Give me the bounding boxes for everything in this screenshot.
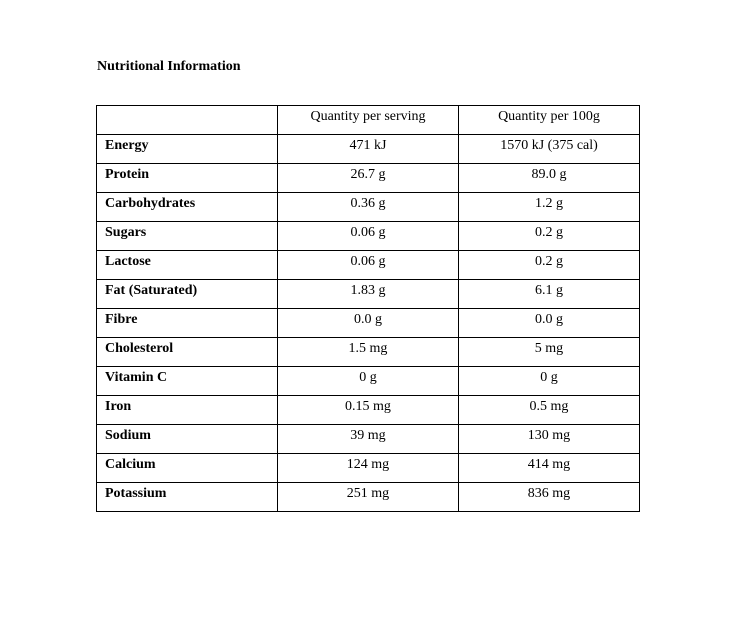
table-row <box>97 222 640 251</box>
nutrient-name: Iron <box>97 396 278 425</box>
nutrition-table <box>96 105 640 512</box>
per-100g-value: 130 mg <box>459 425 640 454</box>
per-100g-value: 6.1 g <box>459 280 640 309</box>
table-row <box>97 135 640 164</box>
per-serving-value: 0.06 g <box>278 222 459 251</box>
header-cell-per-serving: Quantity per serving <box>278 106 459 135</box>
table-row <box>97 396 640 425</box>
per-100g-value: 0.5 mg <box>459 396 640 425</box>
per-serving-value: 39 mg <box>278 425 459 454</box>
per-100g-value: 0.0 g <box>459 309 640 338</box>
per-100g-value: 1.2 g <box>459 193 640 222</box>
per-serving-value: 0.15 mg <box>278 396 459 425</box>
per-100g-value: 5 mg <box>459 338 640 367</box>
table-row <box>97 164 640 193</box>
per-100g-value: 836 mg <box>459 483 640 512</box>
table-row <box>97 454 640 483</box>
per-100g-value: 0.2 g <box>459 222 640 251</box>
per-serving-value: 124 mg <box>278 454 459 483</box>
per-serving-value: 0.0 g <box>278 309 459 338</box>
table-row <box>97 338 640 367</box>
per-100g-value: 1570 kJ (375 cal) <box>459 135 640 164</box>
table-row <box>97 425 640 454</box>
nutrient-name: Sugars <box>97 222 278 251</box>
per-serving-value: 0.36 g <box>278 193 459 222</box>
per-100g-value: 0.2 g <box>459 251 640 280</box>
header-cell-empty <box>97 106 278 135</box>
page-title: Nutritional Information <box>97 59 241 74</box>
per-serving-value: 0 g <box>278 367 459 396</box>
header-cell-per-100g: Quantity per 100g <box>459 106 640 135</box>
table-header-row <box>97 106 640 135</box>
nutrient-name: Cholesterol <box>97 338 278 367</box>
nutrient-name: Vitamin C <box>97 367 278 396</box>
nutrient-name: Fat (Saturated) <box>97 280 278 309</box>
per-100g-value: 0 g <box>459 367 640 396</box>
table-row <box>97 251 640 280</box>
per-serving-value: 26.7 g <box>278 164 459 193</box>
nutrient-name: Calcium <box>97 454 278 483</box>
table-row <box>97 193 640 222</box>
nutrient-name: Lactose <box>97 251 278 280</box>
per-serving-value: 1.83 g <box>278 280 459 309</box>
nutrient-name: Protein <box>97 164 278 193</box>
nutrient-name: Energy <box>97 135 278 164</box>
table-row <box>97 280 640 309</box>
nutrient-name: Fibre <box>97 309 278 338</box>
nutrient-name: Sodium <box>97 425 278 454</box>
per-100g-value: 89.0 g <box>459 164 640 193</box>
table-row <box>97 483 640 512</box>
per-serving-value: 471 kJ <box>278 135 459 164</box>
table-row <box>97 367 640 396</box>
per-100g-value: 414 mg <box>459 454 640 483</box>
nutrient-name: Carbohydrates <box>97 193 278 222</box>
nutrient-name: Potassium <box>97 483 278 512</box>
per-serving-value: 251 mg <box>278 483 459 512</box>
table-row <box>97 309 640 338</box>
per-serving-value: 1.5 mg <box>278 338 459 367</box>
per-serving-value: 0.06 g <box>278 251 459 280</box>
